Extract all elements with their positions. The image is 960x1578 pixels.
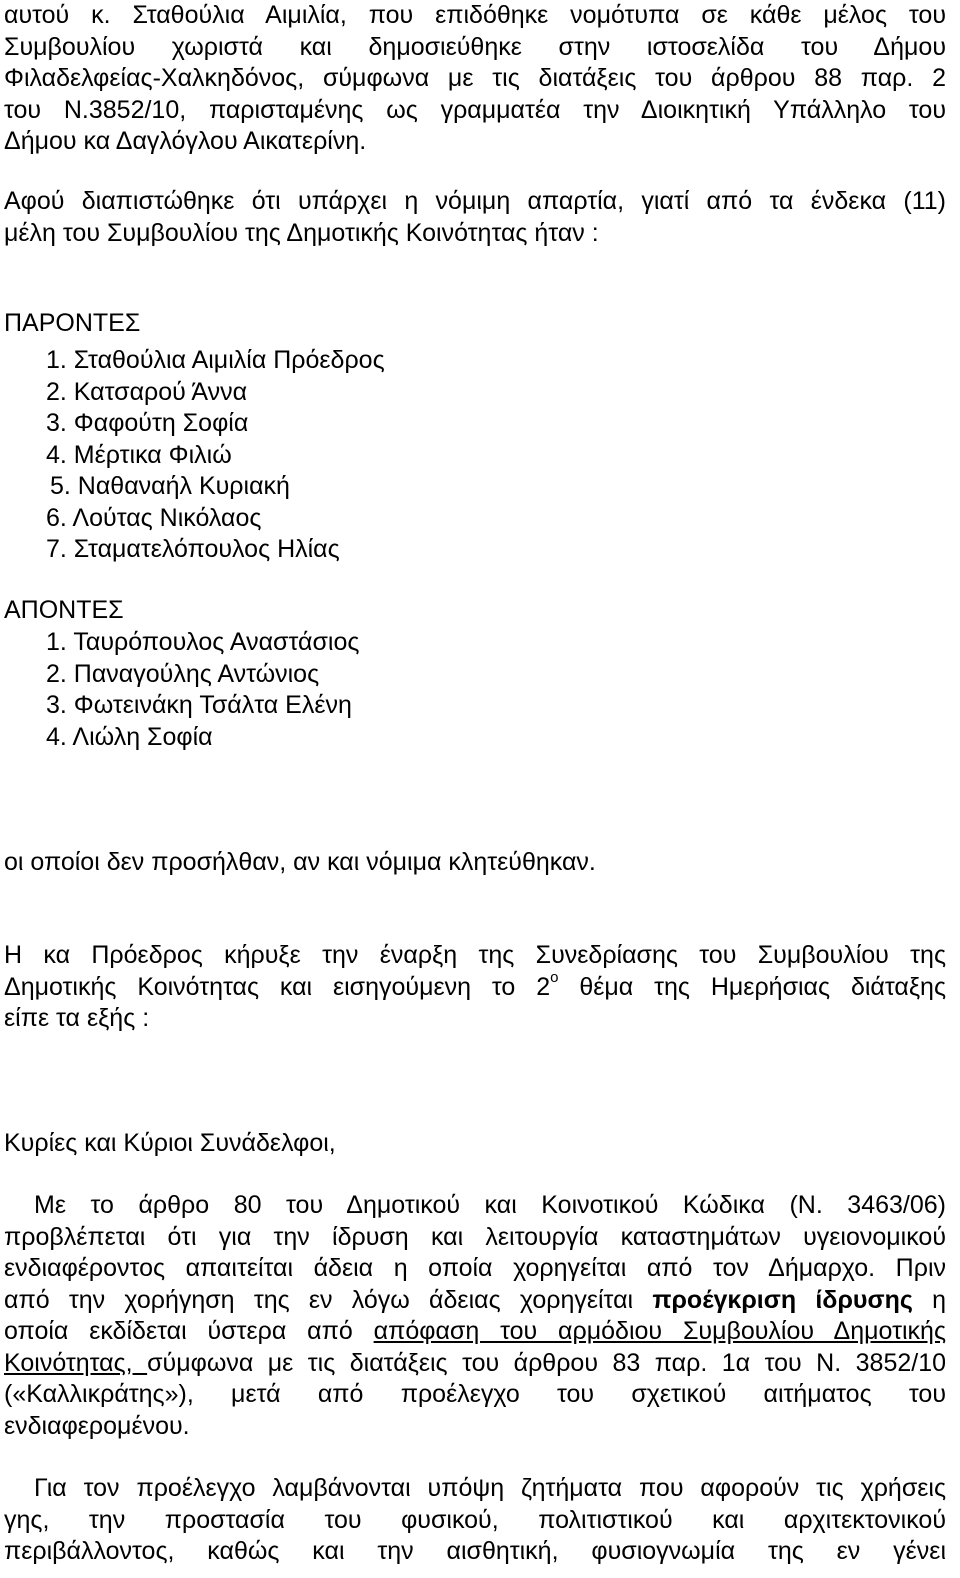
absent-heading: ΑΠΟΝΤΕΣ <box>4 596 124 624</box>
paragraph-line <box>4 1285 946 1317</box>
intro-line: Δήμου κα Δαγλόγλου Αικατερίνη. <box>4 127 367 155</box>
paragraph-line: προβλέπεται ότι για την ίδρυση και λειτουργία καταστημάτων υγειονομικού <box>4 1222 946 1251</box>
quorum-paragraph <box>4 186 946 249</box>
present-heading: ΠΑΡΟΝΤΕΣ <box>4 309 141 337</box>
list-item: 6. Λούτας Νικόλαος <box>46 503 262 532</box>
quorum-line: μέλη του Συμβουλίου της Δημοτικής Κοινότητας ήταν : <box>4 218 599 247</box>
bold-term: προέγκριση ίδρυσης <box>652 1285 913 1314</box>
paragraph-line: Για τον προέλεγχο λαμβάνονται υπόψη ζητήματα που αφορούν τις χρήσεις <box>34 1474 946 1502</box>
superscript: ο <box>550 969 559 987</box>
intro-line: Φιλαδελφείας-Χαλκηδόνος, σύμφωνα με τις διατάξεις του άρθρου 88 παρ. 2 <box>4 64 946 92</box>
absent-note: οι οποίοι δεν προσήλθαν, αν και νόμιμα κλητεύθηκαν. <box>4 848 596 876</box>
paragraph-text: από την χορήγηση της εν λόγω άδειας χορηγείται <box>4 1285 653 1314</box>
intro-paragraph <box>4 0 946 158</box>
paragraph-line: ενδιαφέροντος απαιτείται άδεια η οποία χορηγείται από τον Δήμαρχο. Πριν <box>4 1254 946 1282</box>
intro-line: αυτού κ. Σταθούλια Αιμιλία, που επιδόθηκε νομότυπα σε κάθε μέλος του <box>4 1 946 29</box>
opening-text: Δημοτικής Κοινότητας και εισηγούμενη το 2 <box>4 972 551 1001</box>
intro-line: Συμβουλίου χωριστά και δημοσιεύθηκε στην ιστοσελίδα του Δήμου <box>4 32 946 61</box>
list-item: 5. Ναθαναήλ Κυριακή <box>50 472 290 500</box>
list-item: 2. Παναγούλης Αντώνιος <box>46 659 320 688</box>
list-item: 3. Φωτεινάκη Τσάλτα Ελένη <box>46 691 352 719</box>
paragraph-line: γης, την προστασία του φυσικού, πολιτιστικού και αρχιτεκτονικού <box>4 1505 946 1534</box>
list-item: 4. Μέρτικα Φιλιώ <box>46 440 232 469</box>
opening-line <box>4 969 946 1004</box>
paragraph-text: οποία εκδίδεται ύστερα από <box>4 1317 374 1345</box>
paragraph-text: η <box>912 1285 947 1314</box>
paragraph-line: περιβάλλοντος, καθώς και την αισθητική, φυσιογνωμία της εν γένει <box>4 1537 946 1565</box>
opening-line: είπε τα εξής : <box>4 1004 150 1032</box>
paragraph-line: Με το άρθρο 80 του Δημοτικού και Κοινοτικού Κώδικα (Ν. 3463/06) <box>34 1191 946 1219</box>
paragraph-text: σύμφωνα με τις διατάξεις του άρθρου 83 παρ. 1α του Ν. 3852/10 <box>147 1348 947 1377</box>
list-item: 1. Σταθούλια Αιμιλία Πρόεδρος <box>46 346 385 374</box>
paragraph-line <box>4 1316 946 1348</box>
opening-text: θέμα της Ημερήσιας διάταξης <box>558 972 946 1001</box>
paragraph-line: ενδιαφερομένου. <box>4 1411 190 1440</box>
underlined-text: απόφαση του αρμόδιου Συμβουλίου Δημοτικής <box>373 1317 946 1345</box>
body-paragraph-1 <box>4 1190 946 1442</box>
list-item: 7. Σταματελόπουλος Ηλίας <box>46 535 340 563</box>
intro-line: του Ν.3852/10, παρισταμένης ως γραμματέα την Διοικητική Υπάλληλο του <box>4 95 946 124</box>
list-item: 1. Ταυρόπουλος Αναστάσιος <box>46 628 360 656</box>
opening-line: Η κα Πρόεδρος κήρυξε την έναρξη της Συνεδρίασης του Συμβουλίου της <box>4 941 946 969</box>
quorum-line: Αφού διαπιστώθηκε ότι υπάρχει η νόμιμη απαρτία, γιατί από τα ένδεκα (11) <box>4 187 946 215</box>
list-item: 2. Κατσαρού Άννα <box>46 377 248 406</box>
absent-list <box>46 627 359 753</box>
paragraph-line <box>4 1348 946 1380</box>
list-item: 3. Φαφούτη Σοφία <box>46 409 249 437</box>
underlined-text: Κοινότητας, <box>4 1348 148 1377</box>
paragraph-line: («Καλλικράτης»), μετά από προέλεγχο του σχετικού αιτήματος του <box>4 1380 946 1408</box>
present-list <box>46 345 385 566</box>
list-item: 4. Λιώλη Σοφία <box>46 722 213 751</box>
opening-paragraph <box>4 940 946 1035</box>
body-paragraph-2 <box>4 1473 946 1568</box>
salutation: Κυρίες και Κύριοι Συνάδελφοι, <box>4 1129 336 1157</box>
